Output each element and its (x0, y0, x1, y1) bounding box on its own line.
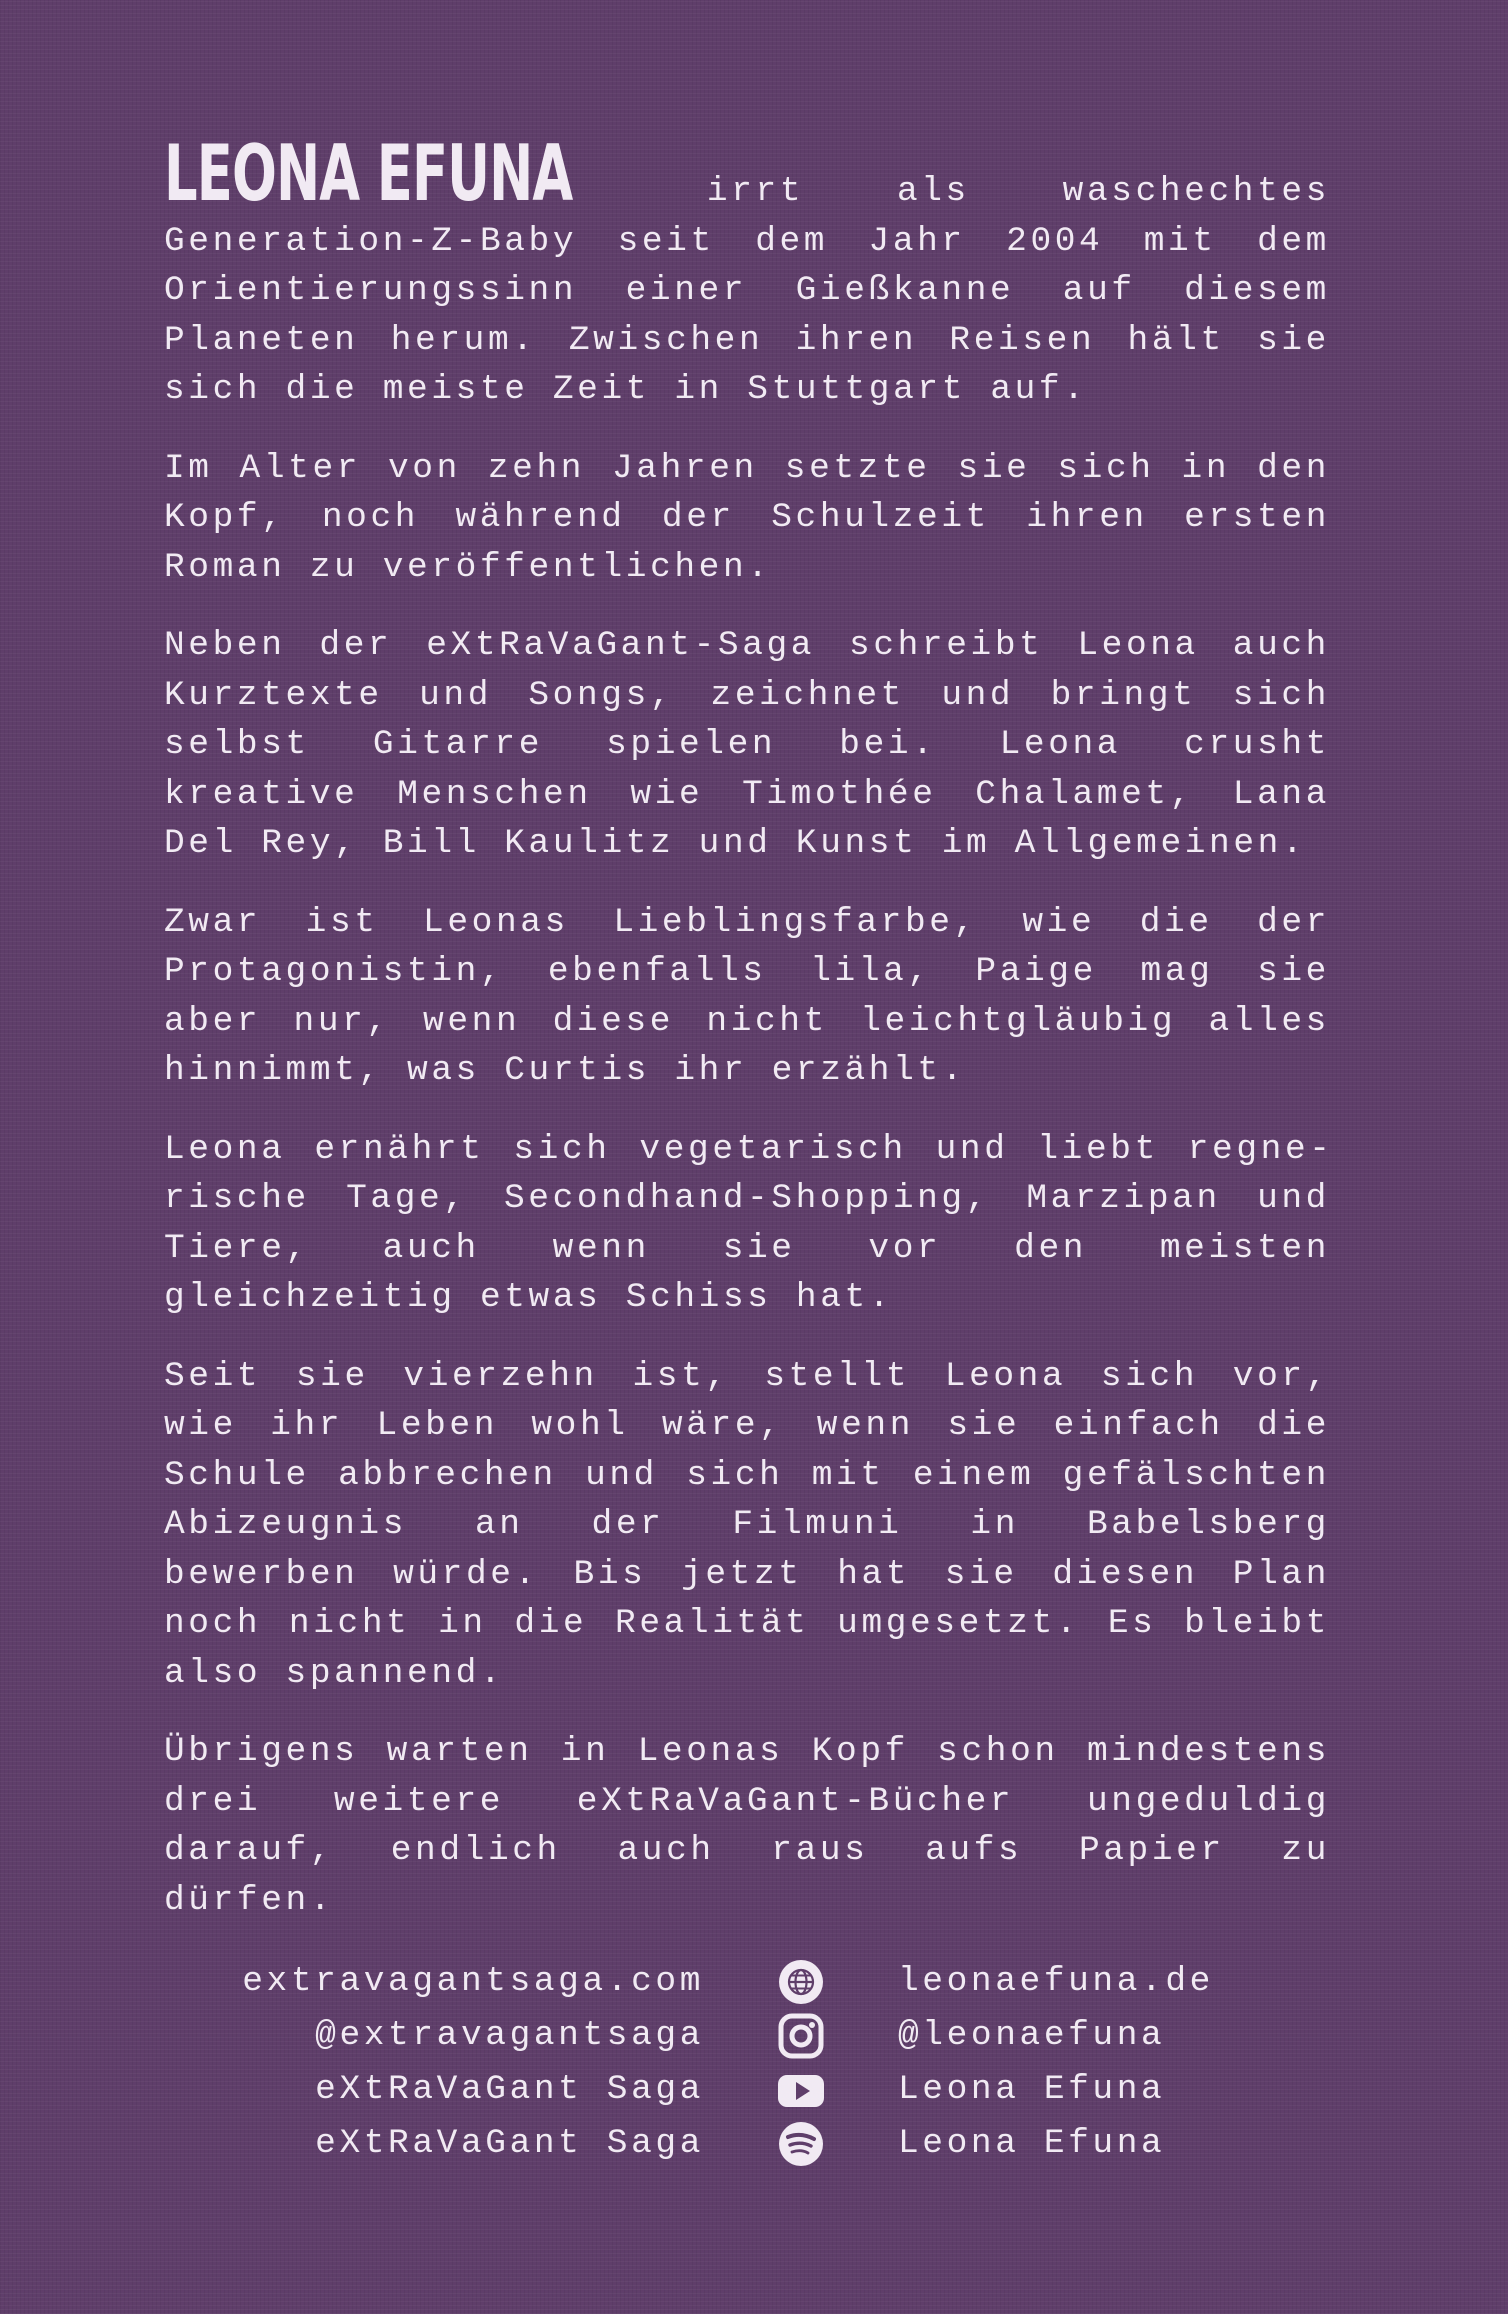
spotify-icon (777, 2121, 825, 2167)
instagram-link-row (0, 2009, 1508, 2063)
social-links (0, 1955, 1508, 2185)
author-youtube-link[interactable]: Leona Efuna (898, 2070, 1166, 2109)
globe-icon (777, 1959, 825, 2005)
saga-website-link[interactable]: extravagantsaga.com (242, 1962, 704, 2001)
bio-paragraph-4: Zwar ist Leonas Lieblingsfarbe, wie die der Protagonistin, ebenfalls lila, Paige mag sie aber nur, wenn diese nicht leichtgläubig alles hinnimmt, was Curtis ihr erzählt. (164, 902, 1330, 1090)
youtube-icon (777, 2067, 825, 2113)
saga-youtube-link[interactable]: eXtRaVaGant Saga (315, 2070, 704, 2109)
saga-instagram-link[interactable]: @extravagantsaga (315, 2016, 704, 2055)
spotify-link-row (0, 2117, 1508, 2171)
website-link-row (0, 1955, 1508, 2009)
instagram-icon (777, 2013, 825, 2059)
bio-paragraph-7: Übrigens warten in Leonas Kopf schon mindestens drei weitere eXtRaVaGant-Bücher ungeduldig darauf, endlich auch raus aufs Papier zu dürfen. (164, 1732, 1330, 1920)
bio-paragraph-6: Seit sie vierzehn ist, stellt Leona sich vor, wie ihr Leben wohl wäre, wenn sie einfach die Schule abbrechen und sich mit einem gefälschten Abizeugnis an der Filmuni in Babelsberg bewerben würde. Bis jetzt hat sie diesen Plan noch nicht in die Realität umgesetzt. Es bleibt also spannend. (164, 1356, 1330, 1693)
bio-paragraph-3: Neben der eXtRaVaGant-Saga schreibt Leona auch Kurztexte und Songs, zeichnet und bringt sich selbst Gitarre spielen bei. Leona crusht kreative Menschen wie Timothée Chalamet, Lana Del Rey, Bill Kaulitz und Kunst im Allgemeinen. (164, 626, 1330, 863)
bio-paragraph-2: Im Alter von zehn Jahren setzte sie sich in den Kopf, noch während der Schulzeit ihren ersten Roman zu veröffentlichen. (164, 448, 1330, 587)
saga-spotify-link[interactable]: eXtRaVaGant Saga (315, 2124, 704, 2163)
author-website-link[interactable]: leonaefuna.de (898, 1962, 1214, 2001)
author-instagram-link[interactable]: @leonaefuna (898, 2016, 1166, 2055)
author-spotify-link[interactable]: Leona Efuna (898, 2124, 1166, 2163)
bio-paragraph-5: Leona ernährt sich vegetarisch und liebt regnerische Tage, Secondhand-Shopping, Marzipan und Tiere, auch wenn sie vor den meisten gleichzeitig etwas Schiss hat. (164, 1129, 1330, 1317)
bio-paragraph-1-text: irrt als waschechtes Generation-Z-Baby seit dem Jahr 2004 mit dem Orientierungssinn einer Gießkanne auf diesem Planeten herum. Zwischen ihren Reisen hält sie sich die meiste Zeit in Stuttgart auf. (164, 172, 1330, 409)
youtube-link-row (0, 2063, 1508, 2117)
bio-paragraph-1 (164, 128, 1330, 415)
author-bio (164, 128, 1330, 1954)
author-name: LEONA EFUNA (164, 128, 573, 220)
